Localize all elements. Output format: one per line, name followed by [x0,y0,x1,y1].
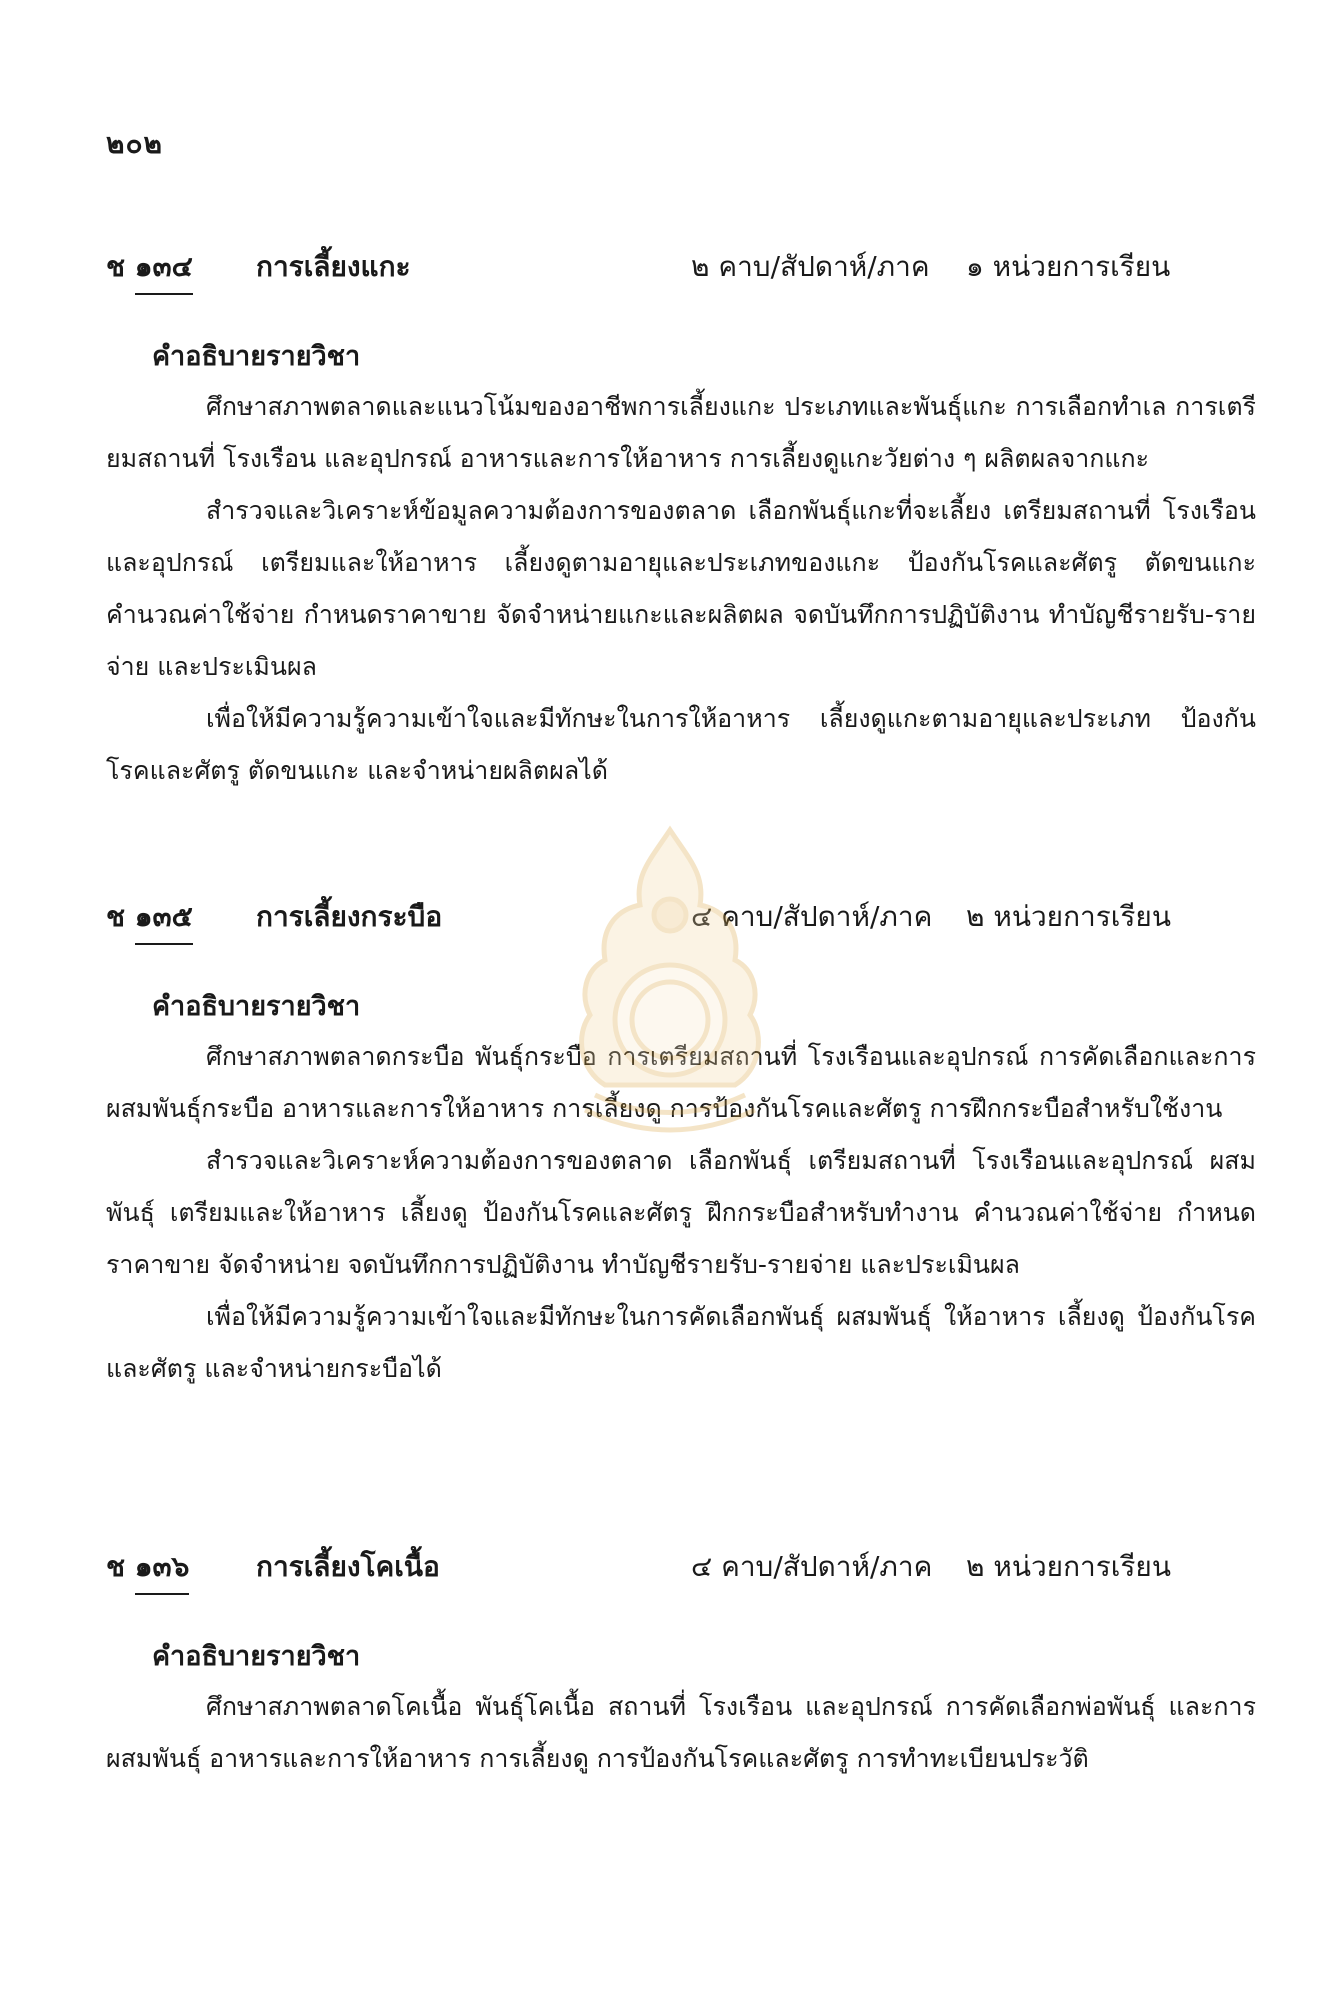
description-paragraph: สำรวจและวิเคราะห์ความต้องการของตลาด เลือกพันธุ์ เตรียมสถานที่ โรงเรือนและอุปกรณ์ ผสมพันธุ์ เตรียมและให้อาหาร เลี้ยงดู ป้องกันโรคและศัตรู ฝึกกระบือสำหรับทำงาน คำนวณค่าใช้จ่าย กำหนดราคาขาย จัดจำหน่าย จดบันทึกการปฏิบัติงาน ทำบัญชีรายรับ-รายจ่าย และประเมินผล [106,1146,1256,1279]
course-header [106,1545,1256,1601]
course-code-prefix: ช [106,900,135,933]
description-heading: คำอธิบายรายวิชา [152,1641,361,1672]
description-paragraph: ศึกษาสภาพตลาดกระบือ พันธุ์กระบือ การเตรียมสถานที่ โรงเรือนและอุปกรณ์ การคัดเลือกและการผสมพันธุ์กระบือ อาหารและการให้อาหาร การเลี้ยงดู การป้องกันโรคและศัตรู การฝึกกระบือสำหรับใช้งาน [106,1042,1256,1123]
course-code-prefix: ช [106,250,135,283]
course-title: การเลี้ยงกระบือ [256,900,443,933]
course-section-buffalo [106,895,1256,1395]
course-hours: ๒ คาบ/สัปดาห์/ภาค [691,250,930,283]
course-section-sheep [106,245,1256,797]
course-code [106,245,193,295]
course-code-number: ๑๓๖ [135,1545,190,1595]
course-code [106,895,193,945]
course-header [106,245,1256,301]
course-credits: ๑ หน่วยการเรียน [966,250,1171,283]
course-code [106,1545,189,1595]
course-credits: ๒ หน่วยการเรียน [966,1550,1171,1583]
page-number: ๒๐๒ [106,127,164,160]
description-paragraph: เพื่อให้มีความรู้ความเข้าใจและมีทักษะในการคัดเลือกพันธุ์ ผสมพันธุ์ ให้อาหาร เลี้ยงดู ป้องกันโรคและศัตรู และจำหน่ายกระบือได้ [106,1302,1256,1383]
course-code-number: ๑๓๕ [135,895,193,945]
course-hours: ๔ คาบ/สัปดาห์/ภาค [691,900,933,933]
course-credits: ๒ หน่วยการเรียน [966,900,1171,933]
course-title: การเลี้ยงโคเนื้อ [256,1550,440,1583]
description-paragraph: ศึกษาสภาพตลาดและแนวโน้มของอาชีพการเลี้ยงแกะ ประเภทและพันธุ์แกะ การเลือกทำเล การเตรียมสถานที่ โรงเรือน และอุปกรณ์ อาหารและการให้อาหาร การเลี้ยงดูแกะวัยต่าง ๆ ผลิตผลจากแกะ [106,392,1256,473]
description-heading: คำอธิบายรายวิชา [152,341,361,372]
description-paragraph: เพื่อให้มีความรู้ความเข้าใจและมีทักษะในการให้อาหาร เลี้ยงดูแกะตามอายุและประเภท ป้องกันโรคและศัตรู ตัดขนแกะ และจำหน่ายผลิตผลได้ [106,704,1256,785]
description-paragraph: ศึกษาสภาพตลาดโคเนื้อ พันธุ์โคเนื้อ สถานที่ โรงเรือน และอุปกรณ์ การคัดเลือกพ่อพันธุ์ และการผสมพันธุ์ อาหารและการให้อาหาร การเลี้ยงดู การป้องกันโรคและศัตรู การทำทะเบียนประวัติ [106,1692,1256,1773]
course-title: การเลี้ยงแกะ [256,250,411,283]
course-hours: ๔ คาบ/สัปดาห์/ภาค [691,1550,933,1583]
description-paragraph: สำรวจและวิเคราะห์ข้อมูลความต้องการของตลาด เลือกพันธุ์แกะที่จะเลี้ยง เตรียมสถานที่ โรงเรือนและอุปกรณ์ เตรียมและให้อาหาร เลี้ยงดูตามอายุและประเภทของแกะ ป้องกันโรคและศัตรู ตัดขนแกะ คำนวณค่าใช้จ่าย กำหนดราคาขาย จัดจำหน่ายแกะและผลิตผล จดบันทึกการปฏิบัติงาน ทำบัญชีรายรับ-รายจ่าย และประเมินผล [106,496,1256,681]
course-code-prefix: ช [106,1550,135,1583]
course-header [106,895,1256,951]
course-code-number: ๑๓๔ [135,245,193,295]
description-heading: คำอธิบายรายวิชา [152,991,361,1022]
course-section-beef-cattle [106,1545,1256,1785]
